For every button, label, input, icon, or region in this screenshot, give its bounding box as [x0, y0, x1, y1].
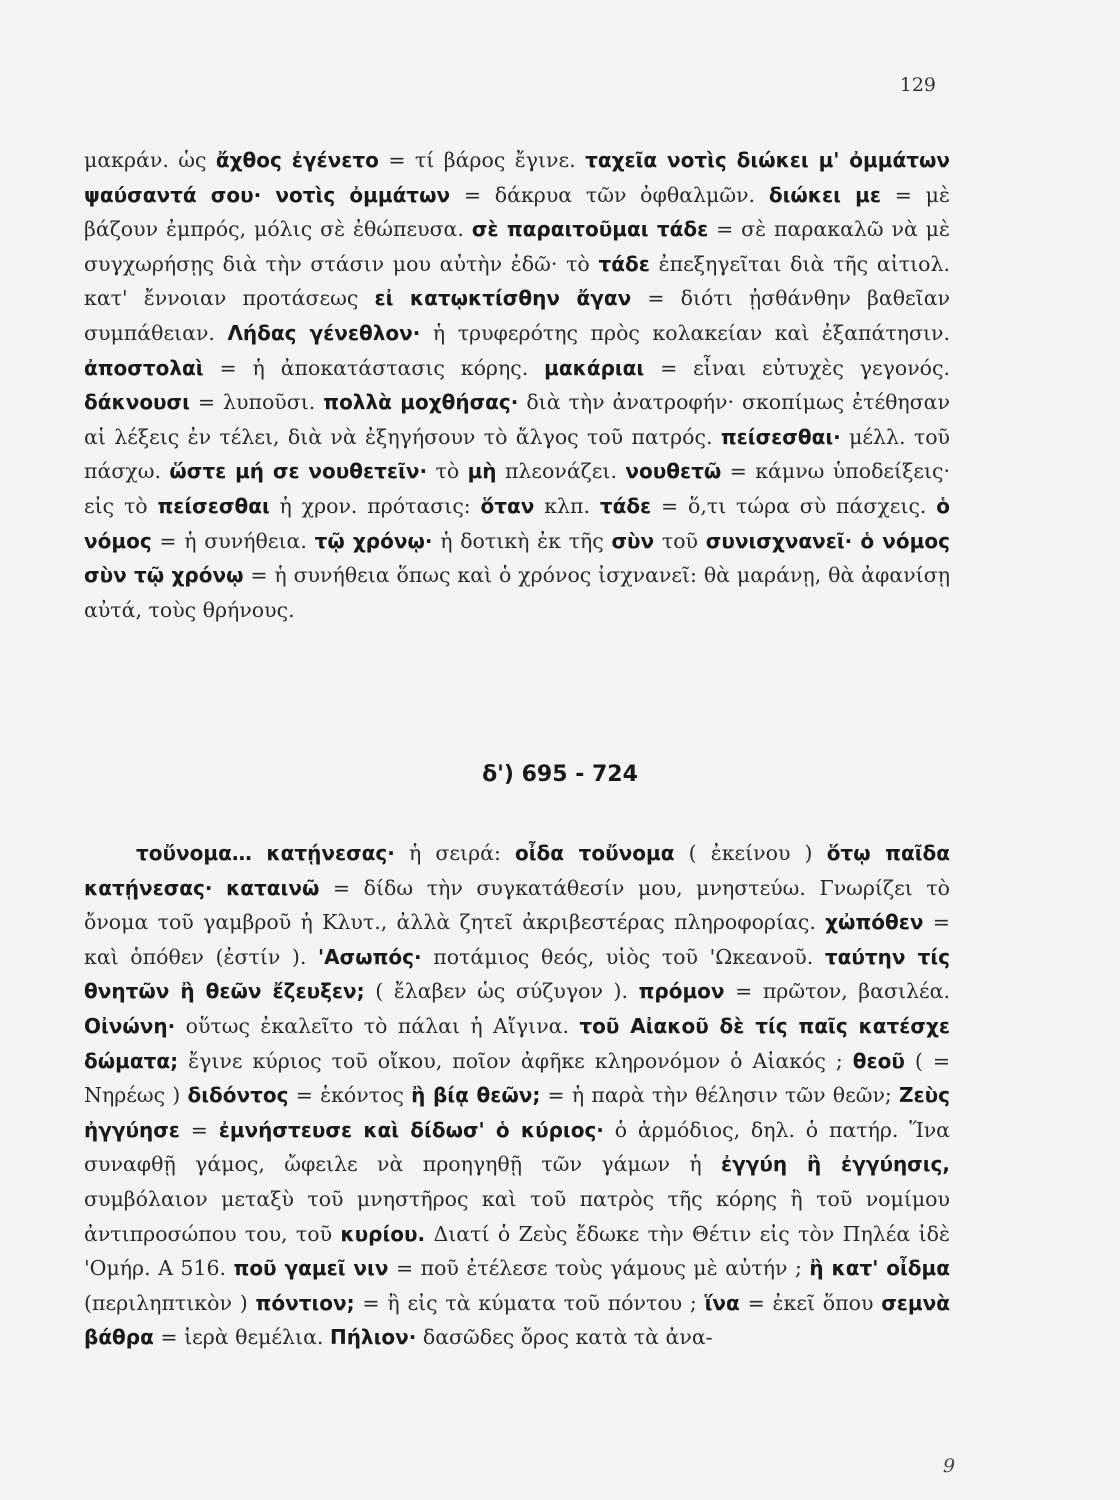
- lemma-term: τάδε: [598, 251, 650, 276]
- lemma-term: δάκνουσι: [84, 390, 190, 415]
- lemma-term: θεοῦ: [852, 1048, 905, 1073]
- lemma-term: πολλὰ μοχθήσας·: [323, 390, 519, 415]
- lemma-term: τῷ χρόνῳ·: [314, 528, 433, 553]
- signature-mark: 9: [943, 1455, 956, 1477]
- lemma-term: πείσεσθαι: [157, 493, 270, 518]
- lemma-term: ἢ βίᾳ θεῶν;: [411, 1083, 541, 1108]
- section-heading: δ') 695 - 724: [482, 762, 638, 787]
- lemma-term: σὲ παραιτοῦμαι τάδε: [471, 217, 709, 242]
- lemma-term: νουθετῶ: [625, 459, 722, 484]
- lemma-term: συνισχνανεῖ· ὁ νόμος σὺν τῷ χρόνῳ: [84, 528, 950, 588]
- commentary-paragraph-2: [84, 836, 950, 1355]
- lemma-term: σὺν: [611, 528, 655, 553]
- lemma-term: ὥστε μή σε νουθετεῖν·: [169, 459, 428, 484]
- lemma-term: εἰ κατῳκτίσθην ἄγαν: [374, 286, 632, 311]
- commentary-paragraph-2-text: τοὔνομα… κατῄνεσας· ἡ σειρά: οἶδα τοὔνομα ( ἐκείνου ) ὅτῳ παῖδα κατῄνεσας· καταινῶ = δίδω τὴν συγκατάθεσίν μου, μνηστεύω. Γνωρίζει τὸ ὄνομα τοῦ γαμβροῦ ἡ Κλυτ., ἀλλὰ ζητεῖ ἀκριβεστέρας πληροφορίας. χὠπόθεν = καὶ ὁπόθεν (ἐστίν ). 'Ασωπός· ποτάμιος θεός, υἱὸς τοῦ 'Ωκεανοῦ. ταύτην τίς θνητῶν ἢ θεῶν ἔζευξεν; ( ἔλαβεν ὡς σύζυγον ). πρόμον = πρῶτον, βασιλέα. Οἰνώνη· οὕτως ἐκαλεῖτο τὸ πάλαι ἡ Αἴγινα. τοῦ Αἰακοῦ δὲ τίς παῖς κατέσχε δώματα; ἔγινε κύριος τοῦ οἴκου, ποῖον ἀφῆκε κληρονόμον ὁ Αἰακός ; θεοῦ ( = Νηρέως ) διδόντος = ἑκόντος ἢ βίᾳ θεῶν; = ἡ παρὰ τὴν θέλησιν τῶν θεῶν; Ζεὺς ἠγγύησε = ἐμνήστευσε καὶ δίδωσ' ὁ κύριος· ὁ ἁρμόδιος, δηλ. ὁ πατήρ. Ἵνα συναφθῇ γάμος, ὤφειλε νὰ προηγηθῇ τῶν γάμων ἡ ἐγγύη ἢ ἐγγύησις, συμβόλαιον μεταξὺ τοῦ μνηστῆρος καὶ τοῦ πατρὸς τῆς κόρης ἢ τοῦ νομίμου ἀντιπροσώπου του, τοῦ κυρίου. Διατί ὁ Ζεὺς ἔδωκε τὴν Θέτιν εἰς τὸν Πηλέα ἰδὲ 'Ομήρ. Α 516. ποῦ γαμεῖ νιν = ποῦ ἐτέλεσε τοὺς γάμους μὲ αὐτήν ; ἢ κατ' οἶδμα (περιληπτικὸν ) πόντιον; = ἢ εἰς τὰ κύματα τοῦ πόντου ; ἵνα = ἐκεῖ ὅπου σεμνὰ βάθρα = ἱερὰ θεμέλια. Πήλιον· δασῶδες ὄρος κατὰ τὰ ἀνα-: [84, 841, 951, 1350]
- lemma-term: ὅτῳ παῖδα κατῄνεσας·: [84, 841, 950, 900]
- lemma-term: οἶδα τοὔνομα: [515, 841, 675, 865]
- lemma-term: ὁ νόμος: [84, 493, 950, 553]
- lemma-term: καταινῶ: [226, 875, 320, 900]
- lemma-term: ἄχθος ἐγένετο: [215, 148, 379, 172]
- lemma-term: 'Ασωπός·: [318, 944, 422, 969]
- lemma-term: Λήδας γένεθλον·: [227, 320, 421, 345]
- lemma-term: ἐμνήστευσε καὶ δίδωσ' ὁ κύριος·: [218, 1117, 604, 1142]
- lemma-term: ποῦ γαμεῖ νιν: [233, 1256, 389, 1281]
- lemma-term: διώκει με: [768, 182, 881, 207]
- lemma-term: κυρίου.: [340, 1221, 426, 1246]
- lemma-term: χὠπόθεν: [825, 910, 924, 935]
- lemma-term: ταύτην τίς θνητῶν ἢ θεῶν ἔζευξεν;: [84, 944, 950, 1004]
- lemma-term: Ζεὺς ἠγγύησε: [84, 1083, 951, 1142]
- lemma-term: ταχεῖα νοτὶς διώκει μ' ὀμμάτων ψαύσαντά σου· νοτὶς ὀμμάτων: [84, 148, 950, 207]
- lemma-term: πρόμον: [638, 979, 725, 1004]
- lemma-term: Πήλιον·: [329, 1325, 417, 1350]
- lemma-term: Οἰνώνη·: [84, 1013, 176, 1038]
- lemma-term: διδόντος: [187, 1083, 289, 1108]
- lemma-term: ἵνα: [704, 1290, 740, 1315]
- lemma-term: σεμνὰ βάθρα: [84, 1290, 951, 1350]
- commentary-paragraph-1: μακράν. ὡς ἄχθος ἐγένετο = τί βάρος ἔγινε. ταχεῖα νοτὶς διώκει μ' ὀμμάτων ψαύσαντά σου· νοτὶς ὀμμάτων = δάκρυα τῶν ὀφθαλμῶν. διώκει με = μὲ βάζουν ἐμπρός, μόλις σὲ ἐθώπευσα. σὲ παραιτοῦμαι τάδε = σὲ παρακαλῶ νὰ μὲ συγχωρήσῃς διὰ τὴν στάσιν μου αὐτὴν ἐδῶ· τὸ τάδε ἐπεξηγεῖται διὰ τῆς αἰτιολ. κατ' ἔννοιαν προτάσεως εἰ κατῳκτίσθην ἄγαν = διότι ᾐσθάνθην βαθεῖαν συμπάθειαν. Λήδας γένεθλον· ἡ τρυφερότης πρὸς κολακείαν καὶ ἐξαπάτησιν. ἀποστολαὶ = ἡ ἀποκατάστασις κόρης. μακάριαι = εἶναι εὐτυχὲς γεγονός. δάκνουσι = λυποῦσι. πολλὰ μοχθήσας· διὰ τὴν ἀνατροφήν· σκοπίμως ἐτέθησαν αἱ λέξεις ἐν τέλει, διὰ νὰ ἐξηγήσουν τὸ ἄλγος τοῦ πατρός. πείσεσθαι· μέλλ. τοῦ πάσχω. ὥστε μή σε νουθετεῖν· τὸ μὴ πλεονάζει. νουθετῶ = κάμνω ὑποδείξεις· εἰς τὸ πείσεσθαι ἡ χρον. πρότασις: ὅταν κλπ. τάδε = ὅ,τι τώρα σὺ πάσχεις. ὁ νόμος = ἡ συνήθεια. τῷ χρόνῳ· ἡ δοτικὴ ἐκ τῆς σὺν τοῦ συνισχνανεῖ· ὁ νόμος σὺν τῷ χρόνῳ = ἡ συνήθεια ὅπως καὶ ὁ χρόνος ἰσχνανεῖ: θὰ μαράνῃ, θὰ ἀφανίσῃ αὐτά, τοὺς θρήνους.: [84, 148, 951, 622]
- lemma-term: ἐγγύη ἢ ἐγγύησις,: [721, 1152, 951, 1177]
- lemma-term: πόντιον;: [255, 1290, 355, 1315]
- page-number: 129: [899, 74, 936, 96]
- lemma-term: μὴ: [467, 459, 497, 484]
- lemma-term: ἢ κατ' οἶδμα: [809, 1256, 950, 1281]
- lemma-term: πείσεσθαι·: [720, 424, 841, 449]
- lemma-term: μακάριαι: [544, 355, 645, 380]
- lemma-term: τάδε: [599, 493, 652, 518]
- lemma-term: ἀποστολαὶ: [84, 355, 204, 380]
- lemma-term: τοὔνομα… κατῄνεσας·: [136, 841, 395, 865]
- lemma-term: ὅταν: [480, 493, 535, 518]
- lemma-term: τοῦ Αἰακοῦ δὲ τίς παῖς κατέσχε δώματα;: [84, 1013, 950, 1073]
